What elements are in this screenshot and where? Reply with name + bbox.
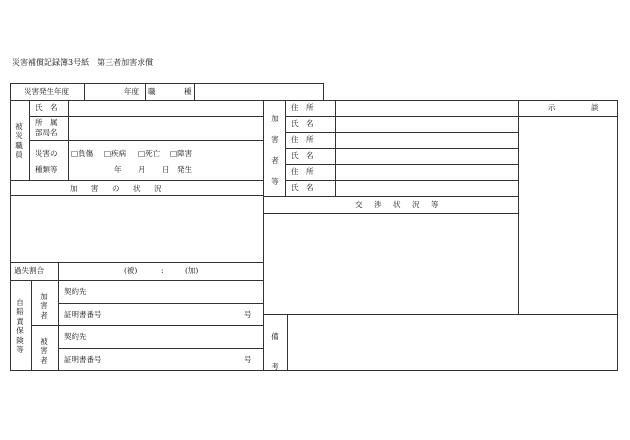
perp1-name-label: 氏 名 xyxy=(291,119,314,128)
disaster-year-label: 災害発生年度 xyxy=(24,87,69,96)
death-checkbox[interactable]: □死亡 xyxy=(138,149,161,158)
victim-dept-value[interactable] xyxy=(69,117,262,139)
occurrence-day-label: 日 xyxy=(162,165,170,174)
perp2-address-label: 住 所 xyxy=(291,135,314,144)
perp-cert-suffix: 号 xyxy=(244,310,252,319)
negotiation-heading: 交 渉 状 況 等 xyxy=(355,200,441,209)
victim-dept-label-2: 部局名 xyxy=(35,128,58,137)
victim-cert-label: 証明書番号 xyxy=(64,355,102,364)
occupation-label-1: 職 xyxy=(148,87,156,96)
victim-cert-suffix: 号 xyxy=(244,355,252,364)
occupation-label-2: 種 xyxy=(184,87,192,96)
remarks-label: 備考 xyxy=(271,332,279,371)
remarks-area[interactable] xyxy=(288,315,616,370)
settlement-area[interactable] xyxy=(519,117,616,313)
insurance-victim-label: 被害者 xyxy=(40,337,48,365)
occurrence-suffix: 発生 xyxy=(177,165,192,174)
victim-name-value[interactable] xyxy=(69,101,262,115)
perpetrator-fields[interactable] xyxy=(336,101,517,195)
victim-name-label: 氏 名 xyxy=(35,103,58,112)
disability-checkbox[interactable]: □障害 xyxy=(170,149,193,158)
fiscal-year-label: 年度 xyxy=(124,87,139,96)
victim-group-label: 被災職員 xyxy=(15,122,23,160)
occurrence-month-label: 月 xyxy=(138,165,146,174)
perp2-name-label: 氏 名 xyxy=(291,151,314,160)
perp3-address-label: 住 所 xyxy=(291,167,314,176)
victim-dept-label-1: 所 属 xyxy=(35,118,58,127)
perpetrator-group-label: 加害者等 xyxy=(271,114,279,186)
disease-checkbox[interactable]: □疾病 xyxy=(104,149,127,158)
victim-contract-label: 契約先 xyxy=(64,332,87,341)
perp-cert-label: 証明書番号 xyxy=(64,310,102,319)
fault-ratio-colon: : xyxy=(161,266,164,275)
settlement-heading: 示 談 xyxy=(548,103,613,112)
disaster-kind-label-2: 種類等 xyxy=(35,165,58,174)
perp1-address-label: 住 所 xyxy=(291,103,314,112)
disaster-kind-label-1: 災害の xyxy=(35,149,58,158)
harm-status-area[interactable] xyxy=(11,196,262,261)
perp-contract-label: 契約先 xyxy=(64,287,87,296)
fault-ratio-perpetrator: (加) xyxy=(185,266,199,275)
perp3-name-label: 氏 名 xyxy=(291,183,314,192)
negotiation-area[interactable] xyxy=(264,214,517,313)
occurrence-year-label: 年 xyxy=(114,165,122,174)
fault-ratio-label: 過失割合 xyxy=(14,266,44,275)
fault-ratio-victim: (被) xyxy=(124,266,138,275)
injury-checkbox[interactable]: □負傷 xyxy=(71,149,94,158)
form-title: 災害補償記録簿3号紙 第三者加害求償 xyxy=(12,58,154,67)
insurance-group-label: 自賠責保険等 xyxy=(16,298,24,354)
harm-status-heading: 加 害 の 状 況 xyxy=(70,184,165,193)
insurance-perpetrator-label: 加害者 xyxy=(40,292,48,320)
